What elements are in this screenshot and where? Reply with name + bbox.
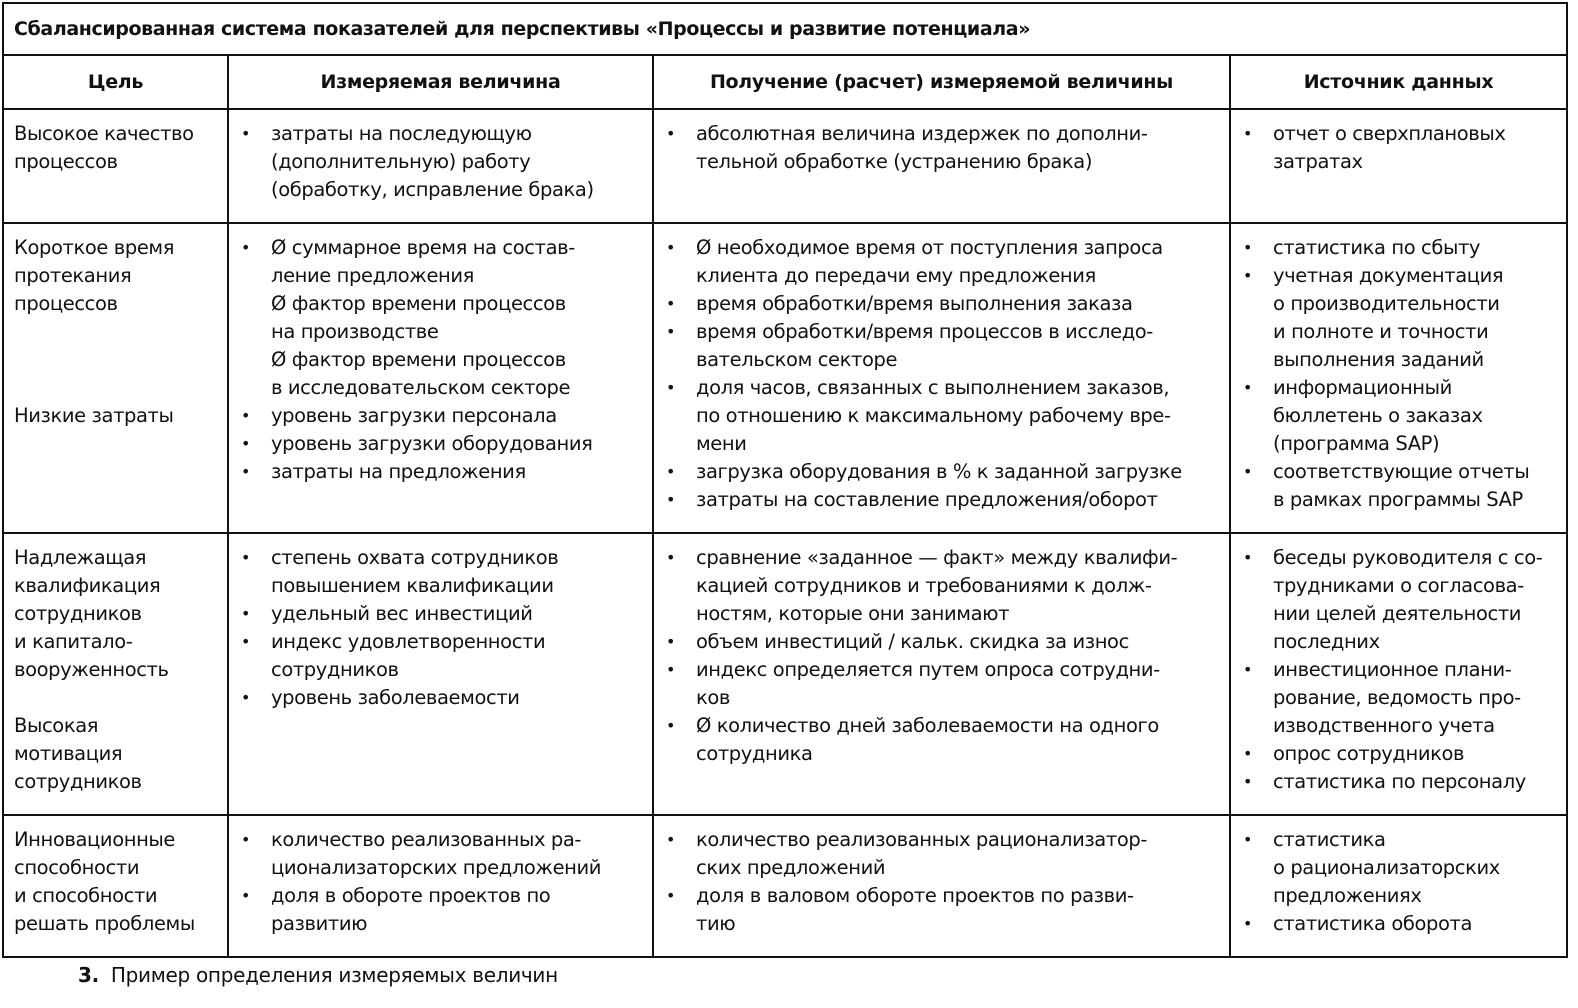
bullet-icon: • (1243, 660, 1253, 679)
measure-list-item (237, 684, 644, 712)
bullet-icon: • (241, 688, 251, 707)
column-header-calculation: Получение (расчет) измеряемой величины (653, 55, 1230, 109)
caption-text: Пример определения измеряемых величин (110, 963, 558, 987)
source-list-item (1239, 826, 1558, 910)
calculation-text: индекс определяется путем опроса сотрудни- (696, 658, 1160, 681)
measure-text: в исследовательском секторе (271, 376, 571, 399)
goal-cell (3, 223, 228, 533)
source-text: затратах (1273, 150, 1363, 173)
goal-text: Высокое качество (14, 122, 194, 145)
source-list-item (1239, 262, 1558, 374)
measure-list-item (237, 826, 644, 882)
source-cell (1230, 533, 1567, 815)
bullet-icon: • (1243, 124, 1253, 143)
source-text: отчет о сверхплановых (1273, 122, 1506, 145)
calculation-text: по отношению к максимальному рабочему вре- (696, 404, 1171, 427)
measure-list-item (237, 544, 644, 600)
bullet-icon: • (666, 294, 676, 313)
measure-list (237, 544, 644, 712)
bullet-icon: • (1243, 744, 1253, 763)
measure-list-item (237, 882, 644, 938)
measure-list-item (237, 234, 644, 402)
calculation-text: ских предложений (696, 856, 886, 879)
calculation-text: тельной обработке (устранению брака) (696, 150, 1093, 173)
calculation-text: клиента до передачи ему предложения (696, 264, 1096, 287)
source-text: статистика по сбыту (1273, 236, 1481, 259)
measure-text: удельный вес инвестиций (271, 602, 533, 625)
source-text: изводственного учета (1273, 714, 1495, 737)
bullet-icon: • (666, 490, 676, 509)
calculation-text: доля в валовом обороте проектов по разви- (696, 884, 1134, 907)
bullet-icon: • (241, 462, 251, 481)
measure-text: сотрудников (271, 658, 399, 681)
source-text: опрос сотрудников (1273, 742, 1465, 765)
bullet-icon: • (666, 238, 676, 257)
bullet-icon: • (241, 632, 251, 651)
bullet-icon: • (666, 378, 676, 397)
calculation-cell (653, 815, 1230, 957)
measure-text: доля в обороте проектов по (271, 884, 551, 907)
calculation-text: количество реализованных рационализатор- (696, 828, 1147, 851)
calculation-list-item (662, 234, 1221, 290)
table-title: Сбалансированная система показателей для перспективы «Процессы и развитие потенциала» (3, 3, 1567, 55)
secondary-goal-text: мотивация (14, 742, 123, 765)
source-text: соответствующие отчеты (1273, 460, 1530, 483)
calculation-text: доля часов, связанных с выполнением заказов, (696, 376, 1170, 399)
measure-cell (228, 223, 653, 533)
calculation-text: объем инвестиций / кальк. скидка за износ (696, 630, 1129, 653)
goal-spacer (14, 346, 219, 374)
calculation-list (662, 826, 1221, 938)
calculation-cell (653, 223, 1230, 533)
goal-cell (3, 815, 228, 957)
goal-text: процессов (14, 292, 118, 315)
measure-text: количество реализованных ра- (271, 828, 582, 851)
source-text: о рационализаторских (1273, 856, 1500, 879)
source-text: нии целей деятельности (1273, 602, 1522, 625)
goal-spacer (14, 684, 219, 712)
measure-text: Ø суммарное время на состав- (271, 236, 575, 259)
calculation-list (662, 120, 1221, 176)
goal-text: процессов (14, 150, 118, 173)
measure-list (237, 826, 644, 938)
source-list-item (1239, 458, 1558, 514)
goal-cell (3, 533, 228, 815)
table-header-row (3, 55, 1567, 109)
source-list (1239, 234, 1558, 514)
source-list-item (1239, 910, 1558, 938)
measure-text: степень охвата сотрудников (271, 546, 559, 569)
calculation-list-item (662, 882, 1221, 938)
calculation-list-item (662, 712, 1221, 768)
measure-text: затраты на последующую (271, 122, 532, 145)
caption-number: 3. (78, 963, 99, 987)
measure-text: (обработку, исправление брака) (271, 178, 594, 201)
measure-text: (дополнительную) работу (271, 150, 531, 173)
bullet-icon: • (241, 548, 251, 567)
bullet-icon: • (241, 830, 251, 849)
bullet-icon: • (1243, 238, 1253, 257)
source-list (1239, 544, 1558, 796)
measure-list-item (237, 430, 644, 458)
calculation-text: Ø необходимое время от поступления запроса (696, 236, 1163, 259)
goal-text: вооруженность (14, 658, 169, 681)
goal-cell (3, 109, 228, 223)
source-cell (1230, 223, 1567, 533)
source-text: в рамках программы SAP (1273, 488, 1523, 511)
calculation-text: затраты на составление предложения/оборот (696, 488, 1158, 511)
calculation-text: время обработки/время выполнения заказа (696, 292, 1133, 315)
bullet-icon: • (666, 886, 676, 905)
measure-list (237, 120, 644, 204)
goal-text: протекания (14, 264, 132, 287)
calculation-text: абсолютная величина издержек по дополни- (696, 122, 1148, 145)
measure-text: на производстве (271, 320, 439, 343)
measure-text: Ø фактор времени процессов (271, 292, 566, 315)
measure-list-item (237, 120, 644, 204)
source-list-item (1239, 656, 1558, 740)
source-text: (программа SAP) (1273, 432, 1440, 455)
measure-text: повышением квалификации (271, 574, 554, 597)
measure-list (237, 234, 644, 486)
bullet-icon: • (666, 660, 676, 679)
measure-cell (228, 109, 653, 223)
source-text: статистика по персоналу (1273, 770, 1526, 793)
source-list-item (1239, 120, 1558, 176)
calculation-text: загрузка оборудования в % к заданной загрузке (696, 460, 1182, 483)
column-header-goal: Цель (3, 55, 228, 109)
source-text: выполнения заданий (1273, 348, 1484, 371)
measure-list-item (237, 458, 644, 486)
measure-text: затраты на предложения (271, 460, 526, 483)
calculation-list-item (662, 318, 1221, 374)
bullet-icon: • (241, 406, 251, 425)
calculation-list-item (662, 290, 1221, 318)
source-list-item (1239, 768, 1558, 796)
source-cell (1230, 109, 1567, 223)
calculation-list-item (662, 544, 1221, 628)
bullet-icon: • (241, 886, 251, 905)
measure-text: уровень заболеваемости (271, 686, 520, 709)
goal-text: и капитало- (14, 630, 133, 653)
source-text: предложениях (1273, 884, 1422, 907)
calculation-text: Ø количество дней заболеваемости на одного (696, 714, 1159, 737)
source-text: инвестиционное плани- (1273, 658, 1512, 681)
bullet-icon: • (666, 716, 676, 735)
bullet-icon: • (1243, 266, 1253, 285)
calculation-list-item (662, 458, 1221, 486)
goal-text: способности (14, 856, 140, 879)
column-header-source: Источник данных (1230, 55, 1567, 109)
measure-cell (228, 815, 653, 957)
measure-list-item (237, 628, 644, 684)
calculation-text: тию (696, 912, 736, 935)
secondary-goal-text: сотрудников (14, 770, 142, 793)
measure-text: индекс удовлетворенности (271, 630, 546, 653)
bullet-icon: • (666, 124, 676, 143)
goal-text: и способности (14, 884, 158, 907)
source-list-item (1239, 374, 1558, 458)
bullet-icon: • (666, 830, 676, 849)
bullet-icon: • (1243, 378, 1253, 397)
calculation-cell (653, 533, 1230, 815)
goal-spacer (14, 374, 219, 402)
source-text: статистика (1273, 828, 1386, 851)
source-text: и полноте и точности (1273, 320, 1489, 343)
goal-text: Надлежащая (14, 546, 147, 569)
goal-text: решать проблемы (14, 912, 195, 935)
source-list (1239, 120, 1558, 176)
measure-text: уровень загрузки оборудования (271, 432, 593, 455)
bullet-icon: • (241, 434, 251, 453)
source-text: рование, ведомость про- (1273, 686, 1521, 709)
calculation-list-item (662, 628, 1221, 656)
bullet-icon: • (1243, 830, 1253, 849)
calculation-list-item (662, 120, 1221, 176)
source-list-item (1239, 740, 1558, 768)
bullet-icon: • (666, 632, 676, 651)
bullet-icon: • (241, 124, 251, 143)
calculation-cell (653, 109, 1230, 223)
source-list (1239, 826, 1558, 938)
figure-caption (78, 963, 558, 987)
bullet-icon: • (666, 462, 676, 481)
bullet-icon: • (1243, 772, 1253, 791)
measure-text: развитию (271, 912, 368, 935)
table-row (3, 223, 1567, 533)
goal-text: сотрудников (14, 602, 142, 625)
bullet-icon: • (1243, 548, 1253, 567)
calculation-list-item (662, 486, 1221, 514)
calculation-list (662, 544, 1221, 768)
calculation-text: ностям, которые они занимают (696, 602, 1010, 625)
calculation-text: ков (696, 686, 731, 709)
calculation-text: сотрудника (696, 742, 813, 765)
source-text: учетная документация (1273, 264, 1504, 287)
source-list-item (1239, 234, 1558, 262)
calculation-text: время обработки/время процессов в исследо- (696, 320, 1153, 343)
source-text: беседы руководителя с со- (1273, 546, 1543, 569)
source-text: о производительности (1273, 292, 1500, 315)
calculation-text: мени (696, 432, 747, 455)
goal-text: Инновационные (14, 828, 176, 851)
bullet-icon: • (241, 238, 251, 257)
source-list-item (1239, 544, 1558, 656)
measure-text: ционализаторских предложений (271, 856, 602, 879)
bullet-icon: • (1243, 462, 1253, 481)
calculation-text: вательском секторе (696, 348, 898, 371)
measure-text: уровень загрузки персонала (271, 404, 557, 427)
calculation-text: кацией сотрудников и требованиями к долж- (696, 574, 1152, 597)
goal-spacer (14, 318, 219, 346)
secondary-goal-text: Высокая (14, 714, 99, 737)
goal-text: Короткое время (14, 236, 175, 259)
source-text: статистика оборота (1273, 912, 1473, 935)
measure-text: ление предложения (271, 264, 474, 287)
balanced-scorecard-table (2, 2, 1568, 958)
source-cell (1230, 815, 1567, 957)
bullet-icon: • (1243, 914, 1253, 933)
goal-text: квалификация (14, 574, 161, 597)
table-row (3, 109, 1567, 223)
source-text: бюллетень о заказах (1273, 404, 1483, 427)
table-row (3, 533, 1567, 815)
measure-list-item (237, 600, 644, 628)
column-header-measure: Измеряемая величина (228, 55, 653, 109)
secondary-goal-text: Низкие затраты (14, 404, 174, 427)
measure-list-item (237, 402, 644, 430)
calculation-list-item (662, 656, 1221, 712)
source-text: трудниками о согласова- (1273, 574, 1524, 597)
calculation-list (662, 234, 1221, 514)
measure-text: Ø фактор времени процессов (271, 348, 566, 371)
measure-cell (228, 533, 653, 815)
calculation-text: сравнение «заданное — факт» между квалифи- (696, 546, 1178, 569)
source-text: последних (1273, 630, 1380, 653)
calculation-list-item (662, 374, 1221, 458)
bullet-icon: • (666, 548, 676, 567)
bullet-icon: • (666, 322, 676, 341)
source-text: информационный (1273, 376, 1452, 399)
bullet-icon: • (241, 604, 251, 623)
table-row (3, 815, 1567, 957)
calculation-list-item (662, 826, 1221, 882)
